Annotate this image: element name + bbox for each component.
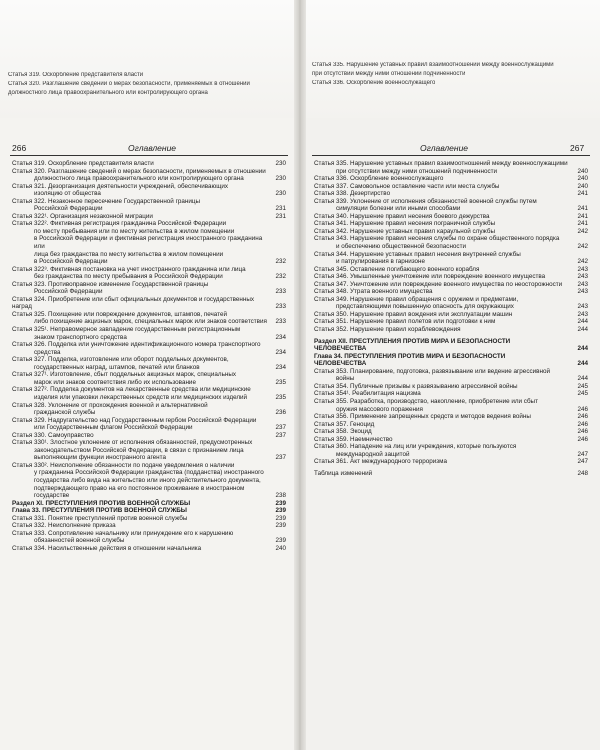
toc-entry-title: Статья 322². Фиктивная регистрация гражданина Российской Федерации: [12, 220, 227, 228]
toc-entry-title: Статья 335. Нарушение уставных правил взаимоотношений между военнослужащими: [314, 160, 568, 167]
toc-entry-title: выполняющим функции иностранного агента: [34, 454, 166, 462]
toc-entry-title: Статья 320. Разглашение сведений о мерах безопасности, применяемых в отношении: [12, 167, 266, 175]
toc-entry[interactable]: [314, 296, 588, 304]
toc-entry-title: Статья 329. Надругательство над Государственным гербом Российской Федерации: [12, 416, 257, 424]
toc-page-number: 235: [275, 378, 286, 386]
toc-page-number: 246: [577, 420, 588, 428]
toc-section-heading[interactable]: [12, 507, 286, 515]
toc-entry-title: Статья 355. Разработка, производство, накопление, приобретение или сбыт: [314, 397, 538, 405]
toc-entry-title: без гражданства по месту пребывания в Российской Федерации: [34, 273, 223, 281]
previous-page-line: при отсутствии между ними отношений подчиненности: [312, 71, 466, 77]
toc-entry-title: симуляции болезни или иными способами: [336, 205, 461, 213]
toc-entry-title: обязанностей военной службы: [34, 537, 125, 545]
previous-page-line: Статья 320. Разглашение сведений о мерах безопасности, применяемых в отношении: [8, 81, 250, 87]
toc-entry[interactable]: [314, 266, 588, 274]
toc-entry[interactable]: [12, 258, 286, 266]
toc-entry-title: лица без гражданства по месту жительства в жилом помещении: [34, 250, 224, 258]
toc-entry-title: Статья 359. Наемничество: [314, 435, 393, 443]
toc-entry-title: государства либо вида на жительство или иного действительного документа,: [34, 476, 261, 484]
toc-page-number: 246: [577, 435, 588, 443]
book-gutter: [294, 0, 306, 750]
toc-entry[interactable]: [314, 183, 588, 191]
toc-page-number: 246: [577, 413, 588, 421]
toc-page-number: 237: [275, 424, 286, 432]
toc-entry-title: Статья 322¹. Организация незаконной миграции: [12, 212, 153, 220]
toc-entry-title: Статья 346. Умышленные уничтожение или повреждение военного имущества: [314, 273, 546, 281]
toc-entry-title: Статья 334. Насильственные действия в отношении начальника: [12, 544, 202, 552]
toc-page-number: 244: [577, 345, 588, 353]
toc-entry-title: Статья 331. Понятие преступлений против военной службы: [12, 514, 188, 522]
toc-entry[interactable]: [12, 251, 286, 259]
toc-entry-title: государстве: [34, 492, 70, 500]
toc-page-number: 242: [577, 243, 588, 251]
toc-entry[interactable]: [314, 205, 588, 213]
toc-entry-title: Статья 340. Нарушение правил несения боевого дежурства: [314, 212, 490, 220]
toc-entry[interactable]: [12, 545, 286, 553]
left-page-header: Оглавление: [128, 143, 177, 153]
toc-entry-title: гражданской службы: [34, 409, 96, 417]
toc-page-number: 247: [577, 450, 588, 458]
toc-entry-title: и обеспечению общественной безопасности: [336, 243, 466, 251]
toc-entry[interactable]: [12, 341, 286, 349]
toc-entry[interactable]: [12, 205, 286, 213]
toc-entry[interactable]: [12, 515, 286, 523]
toc-entry-title: средства: [34, 348, 61, 356]
toc-entry-title: Статья 351. Нарушение правил полетов или подготовки к ним: [314, 318, 496, 326]
toc-entry[interactable]: [12, 371, 286, 379]
toc-entry[interactable]: [314, 273, 588, 281]
toc-entry[interactable]: [314, 406, 588, 414]
toc-page-number: 232: [275, 273, 286, 281]
toc-entry[interactable]: [12, 356, 286, 364]
toc-entry[interactable]: [12, 386, 286, 394]
toc-entry[interactable]: [12, 296, 286, 311]
toc-page-number: 241: [577, 220, 588, 228]
toc-entry-title: представляющими повышенную опасность для окружающих: [336, 303, 514, 311]
toc-page-number: 246: [577, 428, 588, 436]
toc-entry-title: Статья 358. Экоцид: [314, 428, 372, 436]
toc-entry-title: оружия массового поражения: [336, 405, 423, 413]
toc-entry-title: Статья 330². Неисполнение обязанности по подаче уведомления о наличии: [12, 461, 235, 469]
toc-entry-title: Российской Федерации: [34, 288, 103, 296]
toc-section-heading[interactable]: [314, 353, 588, 361]
toc-entry[interactable]: [314, 375, 588, 383]
toc-entry[interactable]: [12, 477, 286, 485]
right-page-header: Оглавление: [420, 143, 469, 153]
toc-entry-title: государственных наград, штампов, печатей или бланков: [34, 363, 200, 371]
toc-entry-title: Статья 336. Оскорбление военнослужащего: [314, 175, 444, 183]
toc-entry-title: Статья 325¹. Неправомерное завладение государственным регистрационным: [12, 326, 241, 334]
toc-page-number: 243: [577, 303, 588, 311]
toc-page-number: 230: [275, 160, 286, 167]
toc-entry[interactable]: [12, 417, 286, 425]
toc-entry-title: у гражданина Российской Федерации гражданства (подданства) иностранного: [34, 469, 264, 477]
toc-page-number: 243: [577, 310, 588, 318]
previous-page-left: [0, 0, 296, 118]
right-toc-list: [314, 160, 588, 477]
toc-page-number: 234: [275, 363, 286, 371]
right-header-rule: [312, 155, 590, 156]
left-page-number: 266: [12, 143, 27, 153]
toc-entry[interactable]: [12, 394, 286, 402]
toc-entry-title: Статья 325. Похищение или повреждение документов, штампов, печатей: [12, 310, 227, 318]
toc-entry[interactable]: [314, 458, 588, 466]
toc-entry-title: Статья 321. Дезорганизация деятельности учреждений, обеспечивающих: [12, 182, 229, 190]
toc-entry-title: Статья 345. Оставление погибающего военного корабля: [314, 265, 480, 273]
toc-entry[interactable]: [314, 175, 588, 183]
toc-entry-title: международной защитой: [336, 450, 410, 458]
toc-entry-title: Статья 337. Самовольное оставление части или места службы: [314, 182, 500, 190]
toc-page-number: 245: [577, 390, 588, 398]
toc-entry[interactable]: [314, 368, 588, 376]
toc-entry-title: Статья 327. Подделка, изготовление или оборот поддельных документов,: [12, 356, 229, 364]
toc-page-number: 245: [577, 382, 588, 390]
toc-page-number: 243: [577, 265, 588, 273]
toc-entry[interactable]: [314, 190, 588, 198]
toc-entry-title: Статья 326. Подделка или уничтожение идентификационного номера транспортного: [12, 341, 261, 349]
toc-entry[interactable]: [12, 439, 286, 447]
toc-entry-title: в Российской Федерации и фиктивная регистрация иностранного гражданина или: [34, 235, 263, 251]
toc-page-number: 237: [275, 431, 286, 439]
toc-entry-title: Статья 360. Нападение на лиц или учреждения, которые пользуются: [314, 443, 517, 451]
toc-entry[interactable]: [314, 326, 588, 334]
toc-page-number: 238: [275, 492, 286, 500]
toc-entry-title: ЧЕЛОВЕЧЕСТВА: [314, 360, 367, 368]
toc-entry[interactable]: [314, 168, 588, 176]
toc-page-number: 240: [577, 182, 588, 190]
toc-entry[interactable]: [12, 175, 286, 183]
toc-entry[interactable]: [314, 451, 588, 459]
toc-page-number: 230: [275, 175, 286, 183]
toc-entry[interactable]: [314, 258, 588, 266]
toc-page-number: 237: [275, 454, 286, 462]
toc-page-number: 240: [577, 167, 588, 175]
toc-entry[interactable]: [12, 485, 286, 493]
toc-page-number: 233: [275, 288, 286, 296]
toc-entry-title: в Российской Федерации: [34, 258, 108, 266]
toc-entry-title: Глава 34. ПРЕСТУПЛЕНИЯ ПРОТИВ МИРА И БЕЗОПАСНОСТИ: [314, 352, 506, 360]
toc-page-number: 244: [577, 360, 588, 368]
toc-entry-title: Статья 322³. Фиктивная постановка на учет иностранного гражданина или лица: [12, 265, 246, 273]
toc-entry[interactable]: [12, 235, 286, 250]
toc-entry[interactable]: [314, 251, 588, 259]
toc-page-number: 235: [275, 393, 286, 401]
toc-entry-title: Статья 322. Незаконное пересечение Государственной границы: [12, 197, 200, 205]
toc-entry-title: ЧЕЛОВЕЧЕСТВА: [314, 345, 367, 353]
toc-entry-title: Статья 328. Уклонение от прохождения военной и альтернативной: [12, 401, 208, 409]
toc-entry[interactable]: [12, 424, 286, 432]
toc-entry-title: по месту пребывания или по месту жительства в жилом помещении: [34, 227, 235, 235]
toc-page-number: 239: [275, 507, 286, 515]
toc-page-number: 234: [275, 333, 286, 341]
toc-entry-title: должностного лица правоохранительного или контролирующего органа: [34, 175, 244, 183]
toc-page-number: 244: [577, 326, 588, 334]
toc-page-number: 247: [577, 458, 588, 466]
toc-entry[interactable]: [12, 334, 286, 342]
toc-entry-title: либо похищение акцизных марок, специальных марок или знаков соответствия: [34, 318, 267, 326]
toc-entry-title: Статья 352. Нарушение правил кораблевождения: [314, 326, 461, 334]
left-header-rule: [10, 155, 288, 156]
toc-section-heading[interactable]: [314, 360, 588, 368]
toc-entry[interactable]: [12, 409, 286, 417]
toc-page-number: 242: [577, 227, 588, 235]
toc-entry-title: Статья 330¹. Злостное уклонение от исполнения обязанностей, предусмотренных: [12, 439, 253, 447]
toc-entry-title: Статья 330. Самоуправство: [12, 431, 94, 439]
toc-entry[interactable]: [314, 303, 588, 311]
right-page-number: 267: [570, 143, 585, 153]
toc-entry-title: изоляцию от общества: [34, 190, 101, 198]
toc-page-number: 236: [275, 409, 286, 417]
toc-entry[interactable]: [12, 318, 286, 326]
toc-entry[interactable]: [314, 281, 588, 289]
toc-page-number: 233: [275, 318, 286, 326]
toc-entry[interactable]: [314, 428, 588, 436]
toc-entry-title: Статья 347. Уничтожение или повреждение военного имущества по неосторожности: [314, 280, 563, 288]
toc-entry-title: подтверждающего право на его постоянное проживание в иностранном: [34, 484, 245, 492]
toc-page-number: 241: [577, 190, 588, 198]
toc-entry[interactable]: [314, 470, 588, 478]
previous-page-line: Статья 319. Оскорбление представителя власти: [8, 72, 144, 78]
toc-entry-title: Статья 341. Нарушение правил несения пограничной службы: [314, 220, 496, 228]
toc-page-number: 243: [577, 288, 588, 296]
left-toc-list: [12, 160, 286, 552]
toc-entry-title: изделия или упаковки лекарственных средств или медицинских изделий: [34, 393, 248, 401]
toc-entry-title: войны: [336, 375, 355, 383]
toc-entry-title: Статья 357. Геноцид: [314, 420, 375, 428]
toc-section-heading[interactable]: [314, 345, 588, 353]
toc-entry-title: Статья 338. Дезертирство: [314, 190, 391, 198]
toc-page-number: 230: [275, 190, 286, 198]
toc-entry-title: Раздел XII. ПРЕСТУПЛЕНИЯ ПРОТИВ МИРА И БЕЗОПАСНОСТИ: [314, 337, 511, 345]
toc-entry-title: Статья 333. Сопротивление начальнику или принуждение его к нарушению: [12, 529, 234, 537]
toc-entry-title: Статья 350. Нарушение правил вождения или эксплуатации машин: [314, 310, 513, 318]
toc-section-heading[interactable]: [314, 338, 588, 346]
toc-entry[interactable]: [12, 492, 286, 500]
toc-entry-title: при отсутствии между ними отношений подчиненности: [336, 167, 498, 175]
toc-page-number: 241: [577, 205, 588, 213]
toc-entry[interactable]: [314, 243, 588, 251]
toc-entry-title: Статья 354. Публичные призывы к развязыванию агрессивной войны: [314, 382, 518, 390]
toc-entry-title: Раздел XI. ПРЕСТУПЛЕНИЯ ПРОТИВ ВОЕННОЙ СЛУЖБЫ: [12, 499, 191, 507]
toc-page-number: 243: [577, 273, 588, 281]
toc-page-number: 246: [577, 405, 588, 413]
toc-entry[interactable]: [12, 522, 286, 530]
toc-entry[interactable]: [12, 402, 286, 410]
toc-page-number: 239: [275, 514, 286, 522]
toc-page-number: 248: [577, 469, 588, 477]
toc-entry[interactable]: [314, 436, 588, 444]
toc-entry[interactable]: [12, 190, 286, 198]
toc-entry[interactable]: [12, 447, 286, 455]
toc-entry-title: Глава 33. ПРЕСТУПЛЕНИЯ ПРОТИВ ВОЕННОЙ СЛУЖБЫ: [12, 507, 187, 515]
toc-entry-title: законодательством Российской Федерации, в связи с признанием лица: [34, 446, 244, 454]
toc-entry-title: или Государственным флагом Российской Федерации: [34, 424, 193, 432]
toc-page-number: 239: [275, 522, 286, 530]
toc-entry[interactable]: [314, 311, 588, 319]
toc-entry[interactable]: [12, 326, 286, 334]
toc-entry-title: Статья 344. Нарушение уставных правил несения внутренней службы: [314, 250, 521, 258]
toc-entry-title: Статья 348. Утрата военного имущества: [314, 288, 433, 296]
previous-page-line: Статья 336. Оскорбление военнослужащего: [312, 80, 436, 86]
toc-entry-title: Российской Федерации: [34, 205, 103, 213]
toc-entry-title: Статья 342. Нарушение уставных правил караульной службы: [314, 227, 495, 235]
toc-entry-title: Статья 349. Нарушение правил обращения с оружием и предметами,: [314, 295, 519, 303]
toc-entry-title: Статья 332. Неисполнение приказа: [12, 522, 116, 530]
toc-entry-title: Статья 353. Планирование, подготовка, развязывание или ведение агрессивной: [314, 367, 550, 375]
toc-entry[interactable]: [314, 390, 588, 398]
toc-page-number: 232: [275, 258, 286, 266]
toc-entry-title: Статья 327². Подделка документов на лекарственные средства или медицинские: [12, 386, 251, 394]
toc-page-number: 240: [275, 544, 286, 552]
toc-entry[interactable]: [314, 421, 588, 429]
toc-page-number: 243: [577, 280, 588, 288]
toc-entry[interactable]: [314, 288, 588, 296]
toc-entry-title: Статья 323. Противоправное изменение Государственной границы: [12, 280, 209, 288]
toc-entry-title: Таблица изменений: [314, 469, 373, 477]
toc-entry[interactable]: [314, 220, 588, 228]
toc-entry-title: Статья 356. Применение запрещенных средств и методов ведения войны: [314, 413, 531, 421]
toc-entry-title: Статья 327¹. Изготовление, сбыт поддельных акцизных марок, специальных: [12, 371, 237, 379]
toc-page-number: 233: [275, 303, 286, 311]
toc-entry[interactable]: [314, 413, 588, 421]
toc-entry-title: Статья 339. Уклонение от исполнения обязанностей военной службы путем: [314, 197, 537, 205]
toc-entry[interactable]: [12, 220, 286, 228]
toc-entry-title: и патрулирования в гарнизоне: [336, 258, 426, 266]
toc-page-number: 240: [577, 175, 588, 183]
toc-entry[interactable]: [12, 379, 286, 387]
previous-page-right: [304, 0, 600, 118]
toc-entry[interactable]: [314, 318, 588, 326]
toc-page-number: 244: [577, 318, 588, 326]
toc-page-number: 231: [275, 205, 286, 213]
previous-page-line: должностного лица правоохранительного или контролирующего органа: [8, 90, 208, 96]
toc-page-number: 242: [577, 258, 588, 266]
toc-entry-title: Статья 324. Приобретение или сбыт официальных документов и государственных наград: [12, 295, 255, 311]
toc-entry-title: Статья 361. Акт международного терроризма: [314, 458, 447, 466]
toc-entry[interactable]: [12, 537, 286, 545]
toc-entry[interactable]: [12, 168, 286, 176]
toc-entry[interactable]: [12, 288, 286, 296]
toc-entry[interactable]: [12, 469, 286, 477]
toc-entry[interactable]: [12, 454, 286, 462]
toc-entry[interactable]: [314, 235, 588, 243]
toc-entry-title: Статья 354¹. Реабилитация нацизма: [314, 390, 421, 398]
toc-entry-title: Статья 343. Нарушение правил несения службы по охране общественного порядка: [314, 235, 560, 243]
toc-entry[interactable]: [314, 160, 588, 168]
toc-entry[interactable]: [314, 443, 588, 451]
toc-entry[interactable]: [12, 273, 286, 281]
toc-entry-title: марок или знаков соответствия либо их использование: [34, 378, 196, 386]
toc-page-number: 241: [577, 212, 588, 220]
toc-page-number: 231: [275, 212, 286, 220]
toc-page-number: 244: [577, 375, 588, 383]
toc-entry[interactable]: [314, 398, 588, 406]
toc-page-number: 239: [275, 537, 286, 545]
toc-entry[interactable]: [12, 160, 286, 168]
toc-entry-title: Статья 319. Оскорбление представителя власти: [12, 160, 154, 167]
previous-page-line: Статья 335. Нарушение уставных правил взаимоотношений между военнослужащими: [312, 62, 554, 68]
toc-entry-title: знаком транспортного средства: [34, 333, 127, 341]
toc-page-number: 239: [275, 499, 286, 507]
toc-page-number: 234: [275, 348, 286, 356]
